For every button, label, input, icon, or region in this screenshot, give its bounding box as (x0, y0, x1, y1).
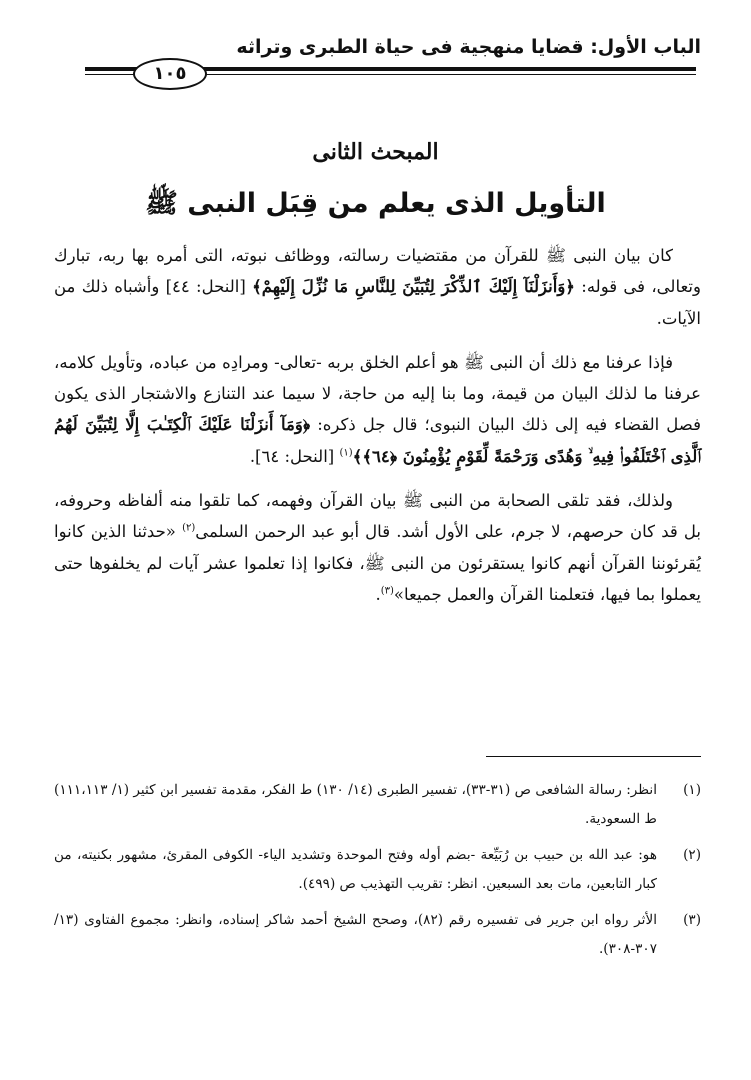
footnote (54, 906, 701, 963)
paragraph (54, 240, 701, 334)
footnote-text: هو: عبد الله بن حبيب بن رُبَيِّعة -بضم أوله وفتح الموحدة وتشديد الياء- الكوفى المقرئ، مشهور بكنيته، من كبار التابعين، مات بعد السبعين. انظر: تقريب التهذيب ص (٤٩٩). (54, 847, 657, 892)
footnote-ref[interactable]: (١) (339, 447, 353, 459)
paragraph-text: «حدثنا الذين كانوا يُقرئوننا القرآن أنهم كانوا يستقرئون من النبى ﷺ، فكانوا إذا تعلموا عشر آيات لم يخلفوها حتى يعملوا بما فيها، فتعلمنا القرآن والعمل جميعا» (54, 522, 701, 604)
quran-verse: ﴿وَأَنزَلْنَآ إِلَيْكَ ٱلذِّكْرَ لِتُبَيِّنَ لِلنَّاسِ مَا نُزِّلَ إِلَيْهِمْ﴾ (252, 277, 575, 297)
footnotes (54, 776, 701, 971)
footnote-text: انظر: رسالة الشافعى ص (٣١-٣٣)، تفسير الطبرى (١٤/ ١٣٠) ط الفكر، مقدمة تفسير ابن كثير (١/ ١١١،١١٣) ط السعودية. (54, 782, 657, 827)
footnote-separator (486, 756, 701, 757)
running-head-title: الباب الأول: قضايا منهجية فى حياة الطبرى وتراثه (236, 36, 701, 58)
footnote-ref[interactable]: (٢) (182, 522, 196, 534)
body-text (54, 240, 701, 623)
paragraph-text: كان بيان النبى ﷺ للقرآن من مقتضيات رسالته، ووظائف نبوته، التى أمره بها ربه، تبارك وتعالى، فى قوله: (54, 246, 701, 297)
paragraph-text: . (375, 584, 381, 604)
footnote (54, 776, 701, 833)
footnote-number: (٣) (683, 912, 701, 928)
paragraph-text: [النحل: ٦٤]. (249, 446, 340, 466)
section-label: المبحث الثانى (312, 139, 439, 165)
paragraph-text: ولذلك، فقد تلقى الصحابة من النبى ﷺ بيان القرآن وفهمه، كما تلقوا منه ألفاظه وحروفه، بل قد كان حرصهم، لا جرم، على الأول أشد. قال أبو عبد الرحمن السلمى (54, 491, 701, 542)
footnote-number: (٢) (683, 847, 701, 863)
paragraph-text: فإذا عرفنا مع ذلك أن النبى ﷺ هو أعلم الخلق بربه -تعالى- ومرادِه من عباده، وتأويل كلامه، عرفنا ما لذلك البيان من قيمة، وما بنا إليه من حاجة، لا سيما عند التنازع والاشتجار الذى يكون فصل القضاء فيه إلى ذلك البيان النبوى؛ قال جل ذكره: (54, 352, 701, 435)
footnote-text: الأثر رواه ابن جرير فى تفسيره رقم (٨٢)، وصحح الشيخ أحمد شاكر إسناده، وانظر: مجموع الفتاوى (١٣/ ٣٠٧-٣٠٨). (54, 912, 657, 957)
page-number: ١٠٥ (133, 58, 207, 90)
quran-verse: ﴿وَمَآ أَنزَلْنَا عَلَيْكَ ٱلْكِتَـٰبَ إِلَّا لِتُبَيِّنَ لَهُمُ ٱلَّذِى ٱخْتَلَفُوا۟ فِيهِ ۙ وَهُدًى وَرَحْمَةً لِّقَوْمٍ يُؤْمِنُونَ ﴿٦٤﴾﴾ (54, 415, 701, 466)
footnote-ref[interactable]: (٣) (380, 585, 394, 597)
page-title: التأويل الذى يعلم من قِبَل النبى ﷺ (145, 188, 606, 219)
paragraph (54, 347, 701, 472)
footnote (54, 841, 701, 898)
footnote-number: (١) (683, 782, 701, 798)
paragraph-text: [النحل: ٤٤] وأشباه ذلك من الآيات. (54, 277, 701, 328)
paragraph (54, 485, 701, 610)
